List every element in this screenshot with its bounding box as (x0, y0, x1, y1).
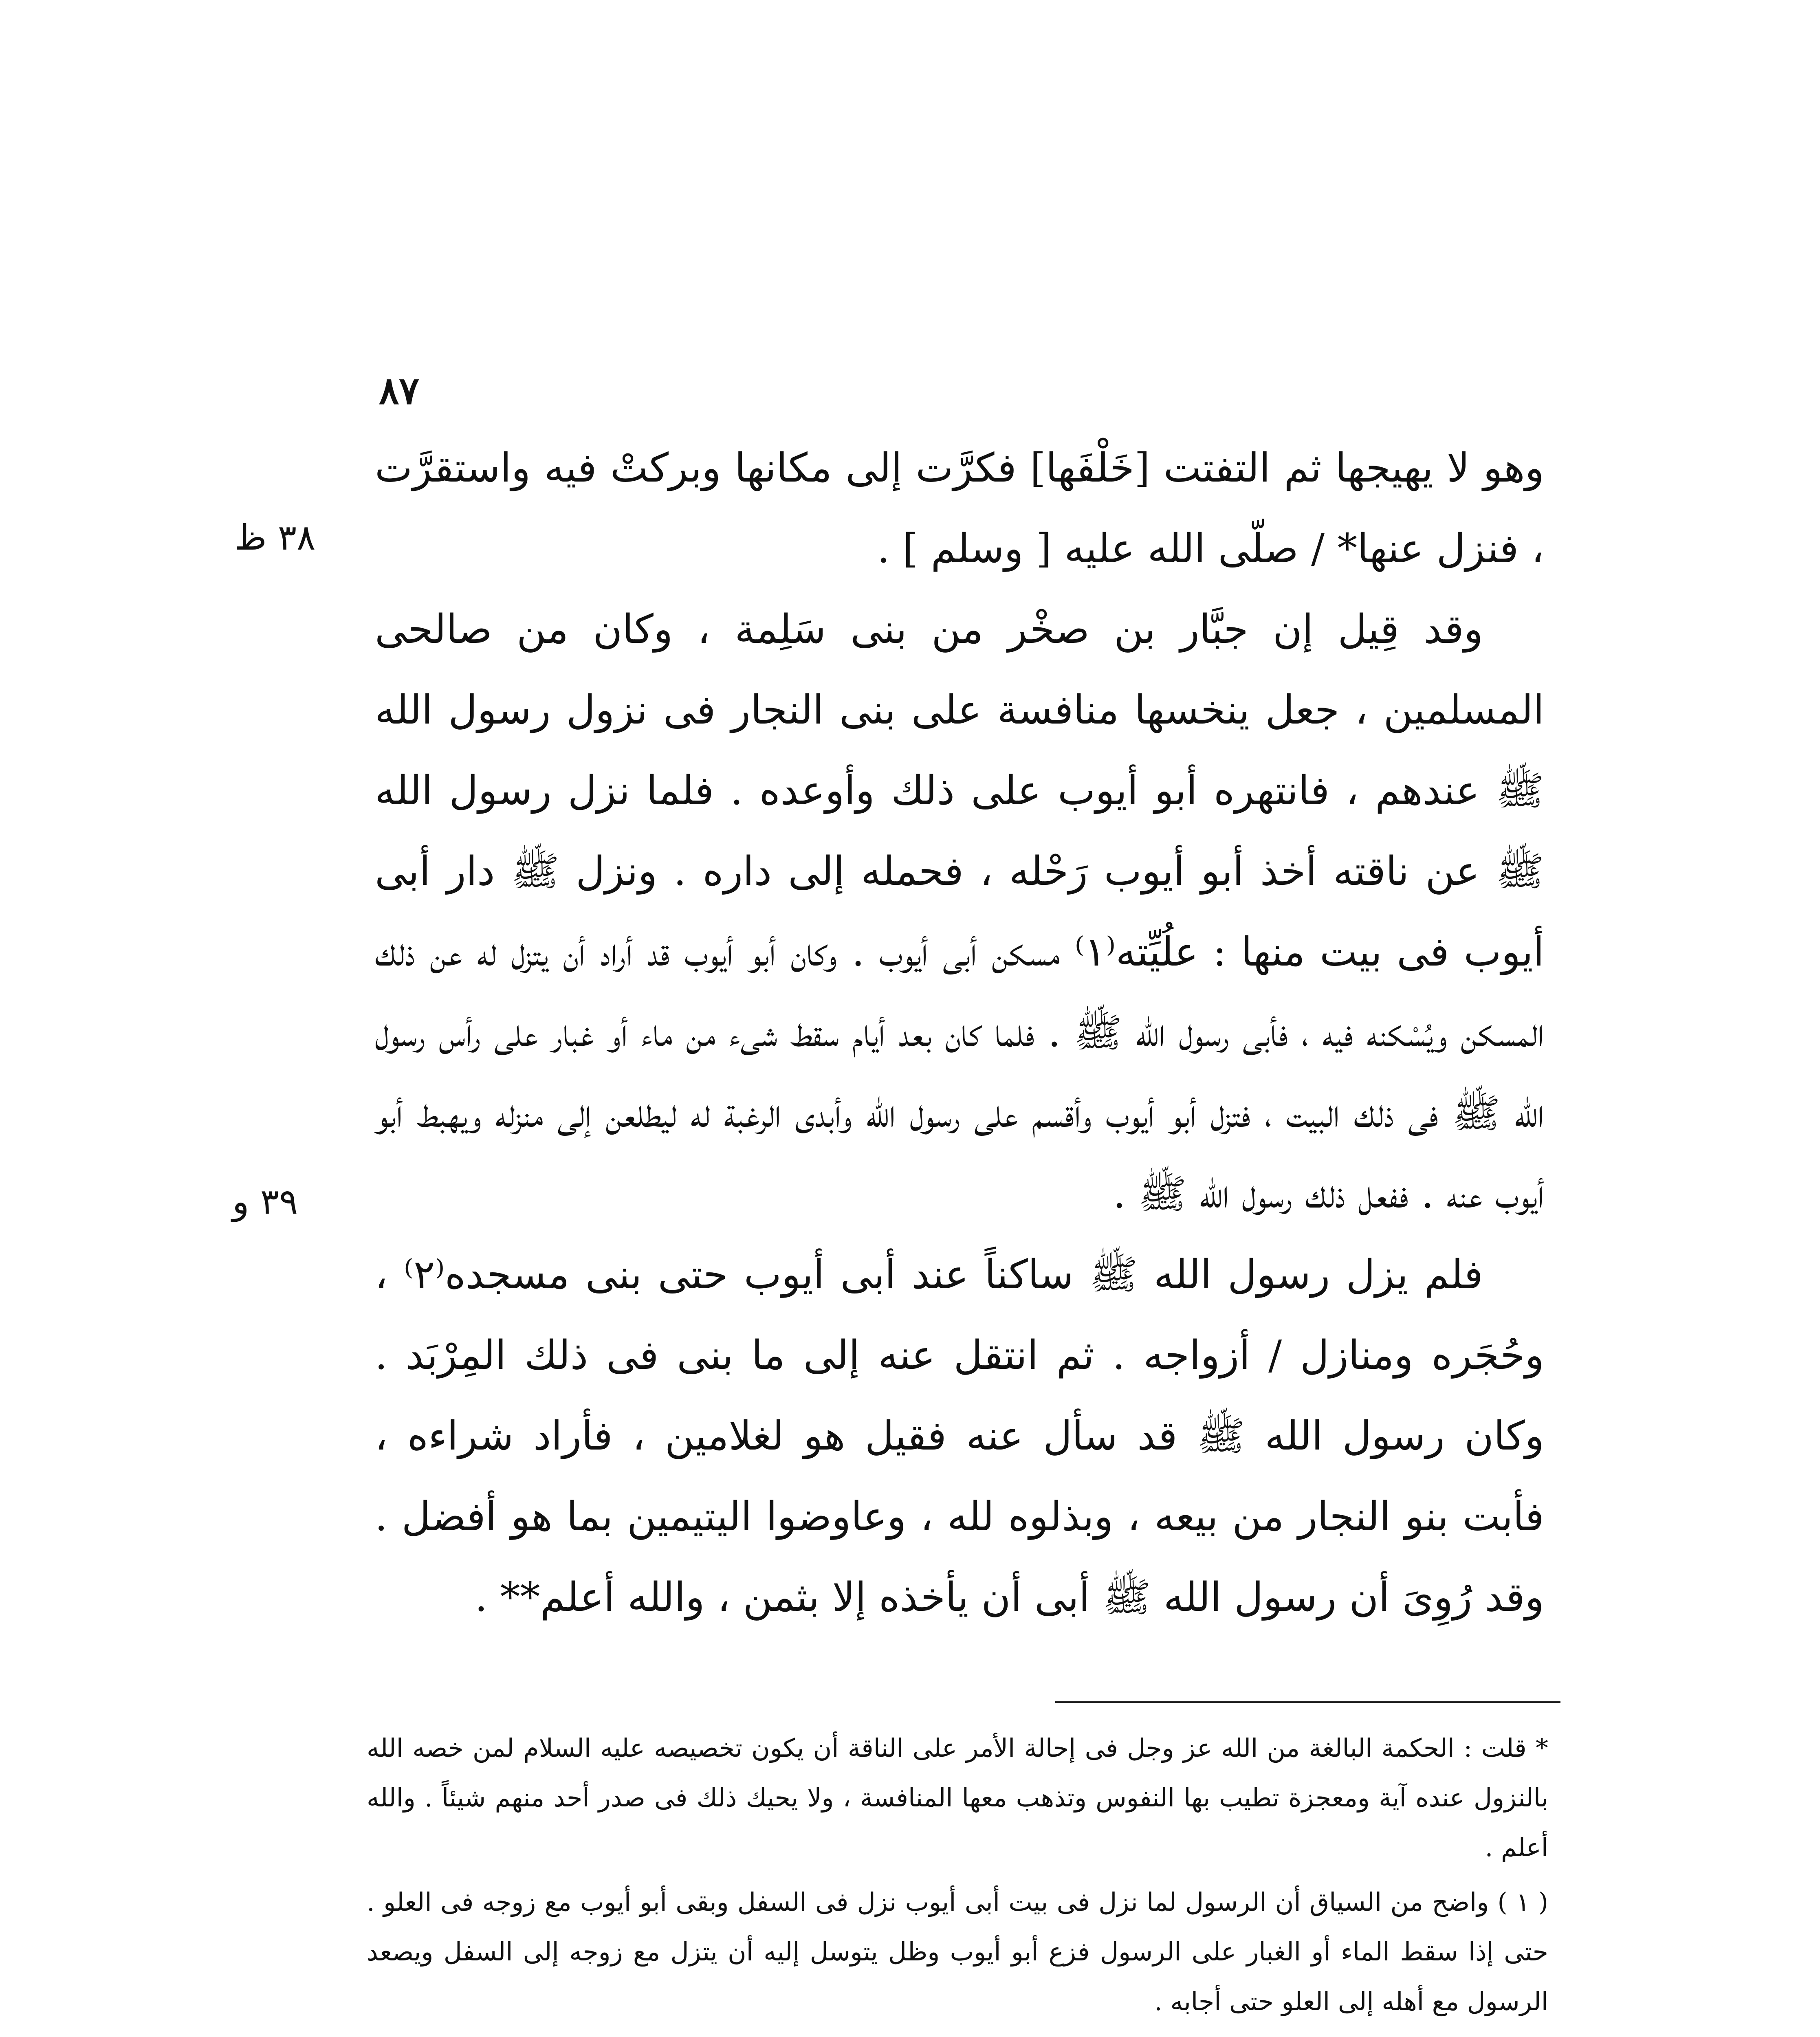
paragraph: فلم يزل رسول الله ﷺ ساكناً عند أبى أيوب حتى بنى مسجده⁽٢⁾ ، وحُجَره ومنازل / أزواجه . ثم انتقل عنه إلى ما بنى فى ذلك المِرْبَد . وكان رسول الله ﷺ قد سأل عنه فقيل هو لغلامين ، فأراد شراءه ، فأبت بنو النجار من بيعه ، وبذلوه لله ، وعاوضوا اليتيمين بما هو أفضل . وقد رُوِىَ أن رسول الله ﷺ أبى أن يأخذه إلا بثمن ، والله أعلم** . (375, 1252, 1544, 1621)
margin-folio-note: ٣٩ و (232, 1181, 298, 1222)
paragraph: وقد قِيل إن جبَّار بن صخْر من بنى سَلِمة ، وكان من صالحى المسلمين ، جعل ينخسها منافسة على بنى النجار فى نزول رسول الله ﷺ عندهم ، فانتهره أبو أيوب على ذلك وأوعده . فلما نزل رسول الله ﷺ عن ناقته أخذ أبو أيوب رَحْله ، فحمله إلى داره . ونزل ﷺ دار أبى أيوب فى بيت منها : علُيِّته⁽١⁾ مسكن أبى أيوب . وكان أبو أيوب قد أراد أن يتزل له عن ذلك المسكن ويُسْكنه فيه ، فأبى رسول الله ﷺ . فلما كان بعد أيام سقط شىء من ماء أو غبار على رأس رسول الله ﷺ فى ذلك البيت ، فتزل أبو أيوب وأقسم على رسول الله وأبدى الرغبة له ليطلعن إلى منزله ويهبط أبو أيوب عنه . ففعل ذلك رسول الله ﷺ . (375, 606, 1545, 1217)
footnote: * قلت : الحكمة البالغة من الله عز وجل فى إحالة الأمر على الناقة أن يكون تخصيصه عليه السلام لمن خصه الله بالنزول عنده آية ومعجزة تطيب بها النفوس وتذهب معها المنافسة ، ولا يحيك ذلك فى صدر أحد منهم شيئاً . والله أعلم . (367, 1733, 1548, 1862)
margin-folio-note: ٣٨ ظ (234, 517, 316, 558)
page-number: ٨٧ (379, 369, 419, 413)
paragraph: وهو لا يهيجها ثم التفتت [خَلْفَها] فكرَّت إلى مكانها وبركتْ فيه واستقرَّت ، فنزل عنها* / صلّى الله عليه [ وسلم ] . (375, 445, 1544, 572)
footnotes (367, 1723, 1548, 2037)
footnote: ( ١ ) واضح من السياق أن الرسول لما نزل فى بيت أبى أيوب نزل فى السفل وبقى أبو أيوب مع زوجه فى العلو . حتى إذا سقط الماء أو الغبار على الرسول فزع أبو أيوب وظل يتوسل إليه أن يتزل مع زوجه إلى السفل ويصعد الرسول مع أهله إلى العلو حتى أجابه . (367, 1887, 1549, 2016)
footnote (367, 2031, 1548, 2037)
footnote-separator (1055, 1701, 1560, 1703)
main-text-body (375, 428, 1544, 1638)
